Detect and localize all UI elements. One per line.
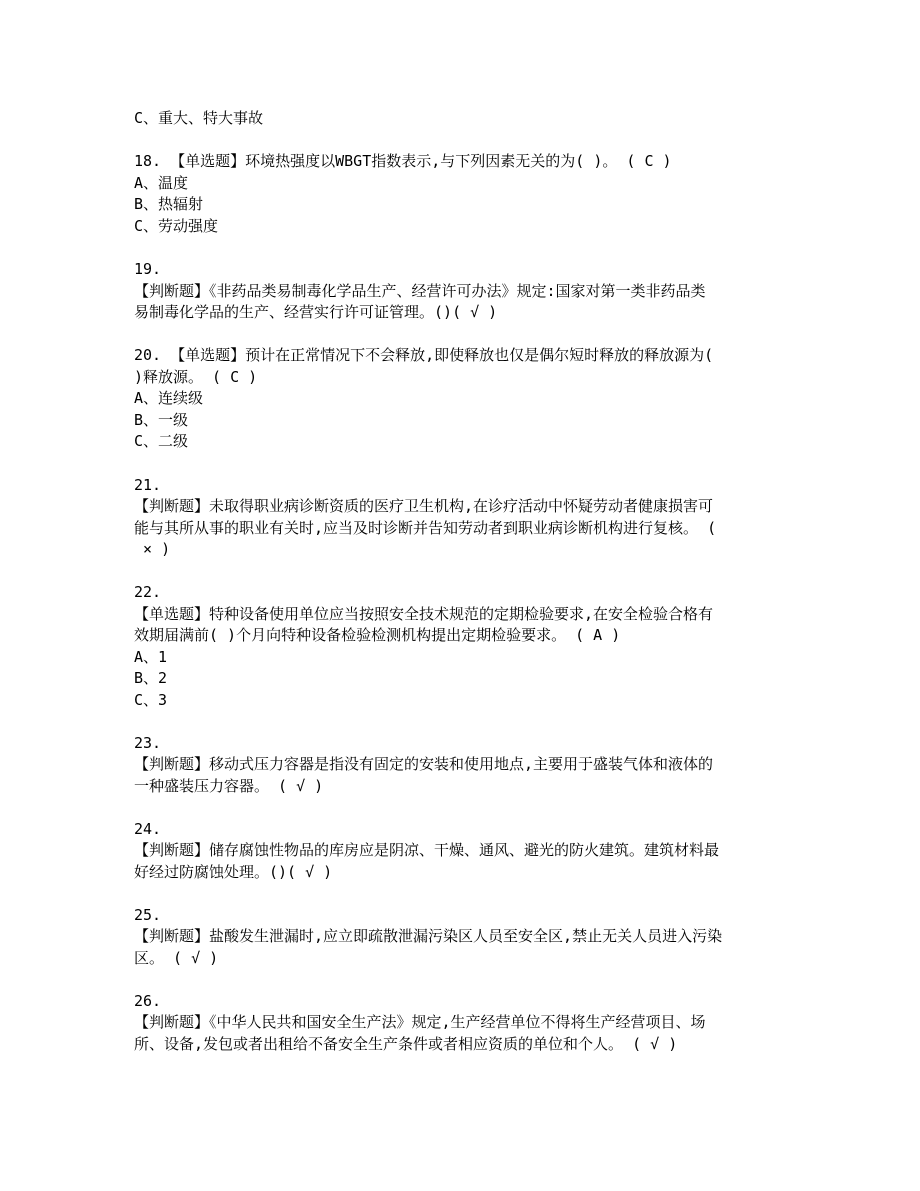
- question-21-number: 21.: [134, 476, 162, 494]
- question-22-line-2: 效期届满前( )个月向特种设备检验检测机构提出定期检验要求。 ( A ): [134, 626, 621, 644]
- question-24-line-2: 好经过防腐蚀处理。()( √ ): [134, 863, 333, 881]
- question-21-line-1: 【判断题】未取得职业病诊断资质的医疗卫生机构,在诊疗活动中怀疑劳动者健康损害可: [134, 497, 714, 515]
- question-19-line-2: 易制毒化学品的生产、经营实行许可证管理。()( √ ): [134, 303, 498, 321]
- option-b-q18: B、热辐射: [134, 195, 204, 213]
- option-c-q20: C、二级: [134, 432, 189, 450]
- question-20-line-1: 20. 【单选题】预计在正常情况下不会释放,即使释放也仅是偶尔短时释放的释放源为(: [134, 346, 714, 364]
- question-24-line-1: 【判断题】储存腐蚀性物品的库房应是阴凉、干燥、通风、避光的防火建筑。建筑材料最: [134, 841, 720, 859]
- question-25-number: 25.: [134, 906, 162, 924]
- question-26-number: 26.: [134, 992, 162, 1010]
- question-23-line-1: 【判断题】移动式压力容器是指没有固定的安装和使用地点,主要用于盛装气体和液体的: [134, 755, 714, 773]
- question-22-line-1: 【单选题】特种设备使用单位应当按照安全技术规范的定期检验要求,在安全检验合格有: [134, 605, 714, 623]
- option-b-q20: B、一级: [134, 411, 189, 429]
- option-a-q20: A、连续级: [134, 389, 204, 407]
- option-c-q18: C、劳动强度: [134, 217, 219, 235]
- question-21-line-2: 能与其所从事的职业有关时,应当及时诊断并告知劳动者到职业病诊断机构进行复核。 (: [134, 519, 717, 537]
- question-25-line-2: 区。 ( √ ): [134, 949, 219, 967]
- question-23-line-2: 一种盛装压力容器。 ( √ ): [134, 777, 324, 795]
- question-19-line-1: 【判断题】《非药品类易制毒化学品生产、经营许可办法》规定:国家对第一类非药品类: [134, 282, 706, 300]
- question-22-number: 22.: [134, 583, 162, 601]
- option-c-q22: C、3: [134, 691, 168, 709]
- question-21-answer: × ): [134, 540, 171, 558]
- option-a-q22: A、1: [134, 648, 168, 666]
- question-20-line-2: )释放源。 ( C ): [134, 368, 258, 386]
- option-a-q18: A、温度: [134, 174, 189, 192]
- option-c-q17: C、重大、特大事故: [134, 109, 264, 127]
- question-26-line-2: 所、设备,发包或者出租给不备安全生产条件或者相应资质的单位和个人。 ( √ ): [134, 1035, 678, 1053]
- option-b-q22: B、2: [134, 669, 168, 687]
- question-19-number: 19.: [134, 260, 162, 278]
- question-26-line-1: 【判断题】《中华人民共和国安全生产法》规定,生产经营单位不得将生产经营项目、场: [134, 1013, 706, 1031]
- question-18: 18. 【单选题】环境热强度以WBGT指数表示,与下列因素无关的为( )。 ( C ): [134, 152, 672, 170]
- question-24-number: 24.: [134, 820, 162, 838]
- question-23-number: 23.: [134, 734, 162, 752]
- question-25-line-1: 【判断题】盐酸发生泄漏时,应立即疏散泄漏污染区人员至安全区,禁止无关人员进入污染: [134, 927, 723, 945]
